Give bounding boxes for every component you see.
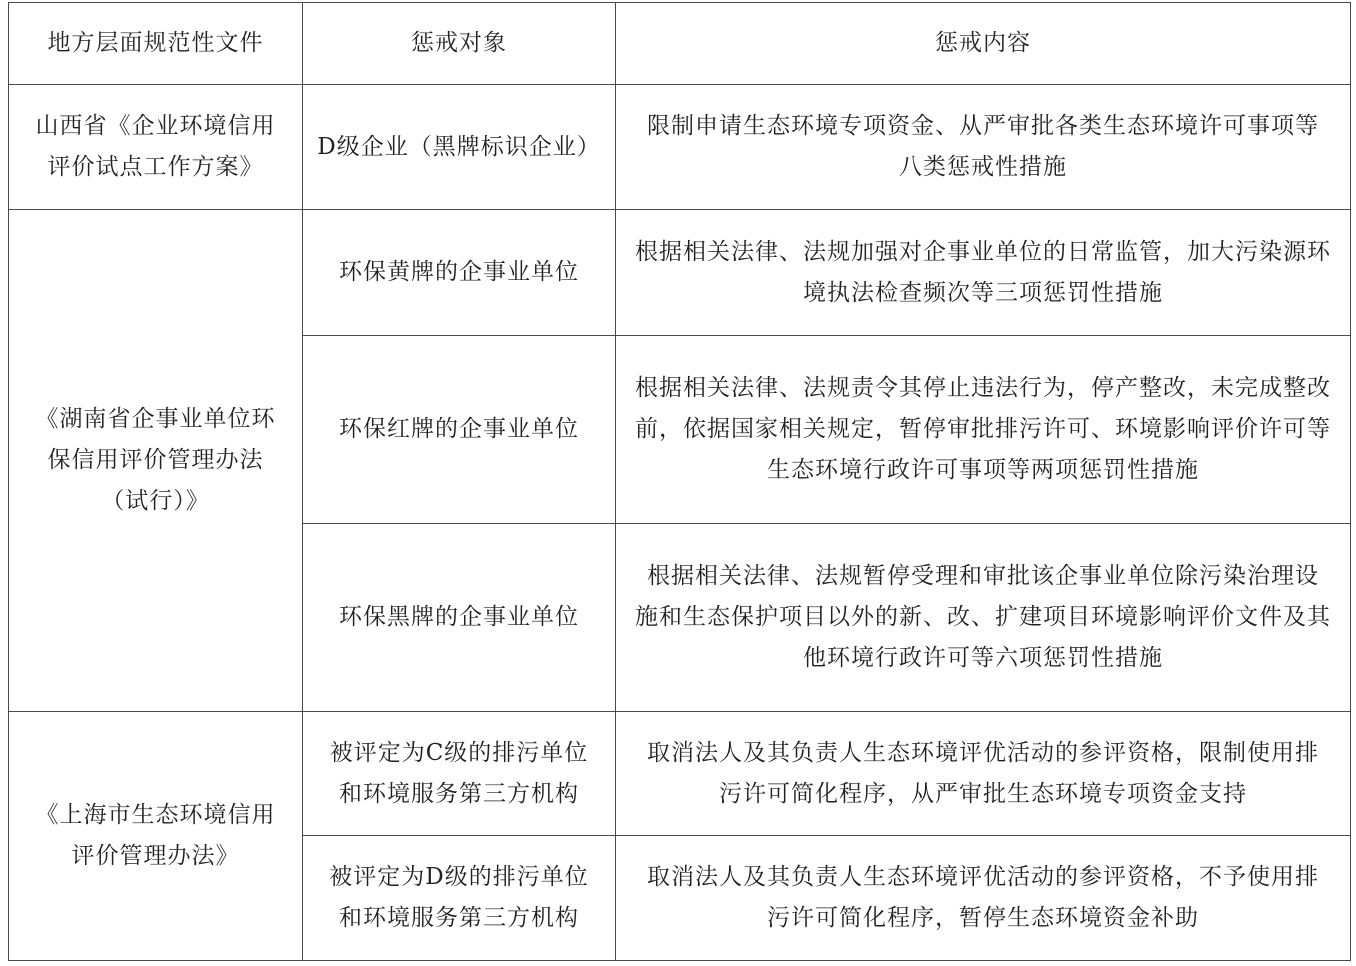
target-cell: 环保黄牌的企事业单位: [303, 210, 616, 336]
content-cell: 限制申请生态环境专项资金、从严审批各类生态环境许可事项等 八类惩戒性措施: [616, 85, 1351, 210]
target-cell: D级企业（黑牌标识企业）: [303, 85, 616, 210]
header-row: [9, 3, 1351, 85]
header-document: 地方层面规范性文件: [9, 3, 303, 85]
document-cell: 《湖南省企事业单位环 保信用评价管理办法 （试行）》: [9, 210, 303, 712]
table-row: [9, 712, 1351, 836]
punishment-table: [8, 2, 1351, 961]
header-target: 惩戒对象: [303, 3, 616, 85]
header-content: 惩戒内容: [616, 3, 1351, 85]
target-cell: 环保黑牌的企事业单位: [303, 524, 616, 712]
target-cell: 被评定为D级的排污单位 和环境服务第三方机构: [303, 836, 616, 961]
table-row: [9, 85, 1351, 210]
target-cell: 被评定为C级的排污单位 和环境服务第三方机构: [303, 712, 616, 836]
content-cell: 取消法人及其负责人生态环境评优活动的参评资格，不予使用排 污许可简化程序，暂停生态环境资金补助: [616, 836, 1351, 961]
document-cell: 《上海市生态环境信用 评价管理办法》: [9, 712, 303, 961]
content-cell: 根据相关法律、法规责令其停止违法行为，停产整改，未完成整改 前，依据国家相关规定，暂停审批排污许可、环境影响评价许可等 生态环境行政许可事项等两项惩罚性措施: [616, 336, 1351, 524]
content-cell: 取消法人及其负责人生态环境评优活动的参评资格，限制使用排 污许可简化程序，从严审批生态环境专项资金支持: [616, 712, 1351, 836]
document-cell: 山西省《企业环境信用 评价试点工作方案》: [9, 85, 303, 210]
table-row: [9, 210, 1351, 336]
target-cell: 环保红牌的企事业单位: [303, 336, 616, 524]
content-cell: 根据相关法律、法规加强对企事业单位的日常监管，加大污染源环 境执法检查频次等三项惩罚性措施: [616, 210, 1351, 336]
content-cell: 根据相关法律、法规暂停受理和审批该企事业单位除污染治理设 施和生态保护项目以外的新、改、扩建项目环境影响评价文件及其 他环境行政许可等六项惩罚性措施: [616, 524, 1351, 712]
